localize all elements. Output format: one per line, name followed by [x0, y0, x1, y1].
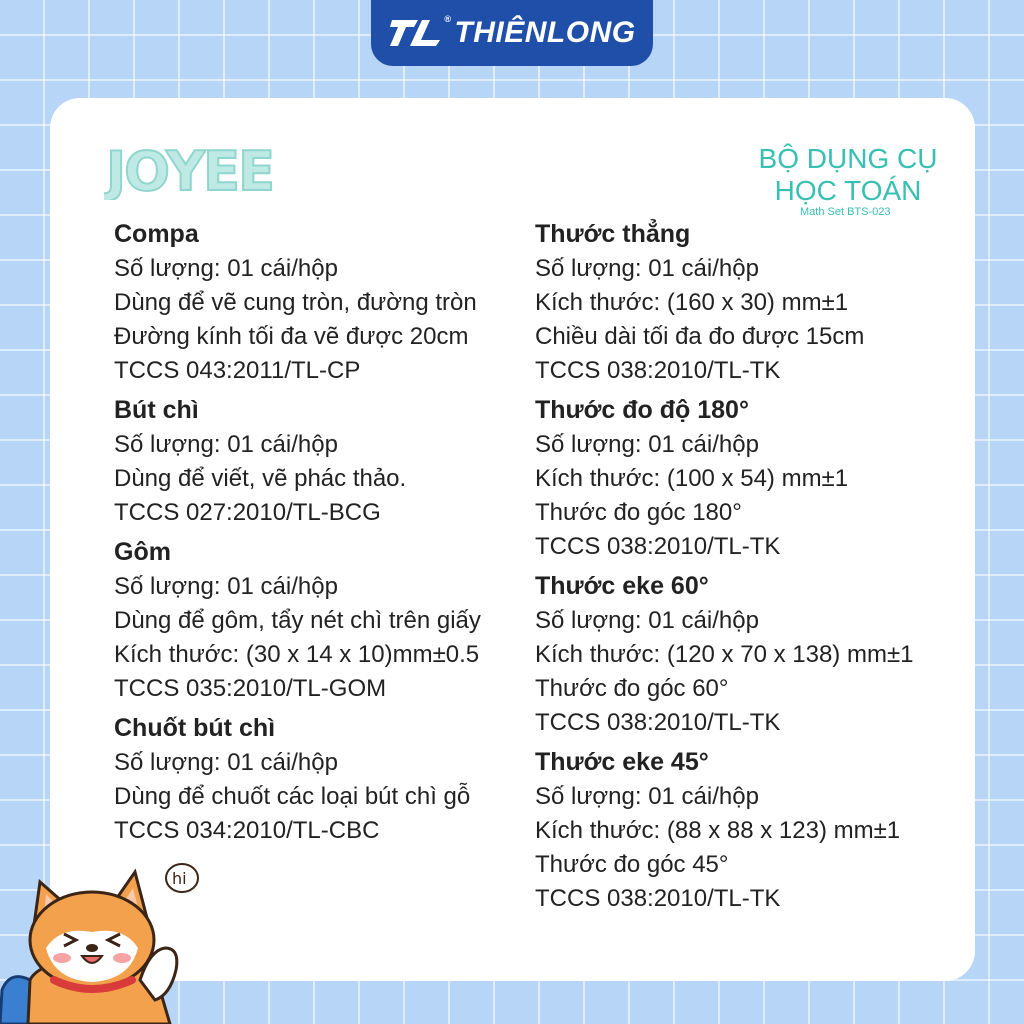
item-spec-line: Dùng để chuốt các loại bút chì gỗ: [114, 783, 471, 810]
item-name: Thước thẳng: [535, 220, 691, 248]
shiba-mascot: [0, 830, 200, 1024]
brand-name-text: THIÊNLONG: [454, 16, 636, 49]
item-spec-line: Kích thước: (30 x 14 x 10)mm±0.5: [114, 641, 480, 668]
item-spec-line: Kích thước: (100 x 54) mm±1: [535, 465, 849, 492]
item-spec-line: Số lượng: 01 cái/hộp: [114, 573, 338, 600]
item-spec-line: TCCS 043:2011/TL-CP: [114, 357, 361, 384]
set-subtitle: Math Set BTS-023: [800, 206, 891, 218]
item-spec-line: TCCS 038:2010/TL-TK: [535, 709, 781, 736]
set-title-line2: HỌC TOÁN: [774, 175, 922, 206]
item-spec-line: Dùng để viết, vẽ phác thảo.: [114, 465, 407, 492]
item-name: Compa: [114, 220, 199, 248]
item-spec-line: Dùng để vẽ cung tròn, đường tròn: [114, 289, 477, 316]
item-spec-line: Đường kính tối đa vẽ được 20cm: [114, 323, 469, 350]
item-spec-line: Thước đo góc 45°: [535, 851, 729, 878]
item-spec-line: Số lượng: 01 cái/hộp: [114, 749, 338, 776]
item-spec-line: Số lượng: 01 cái/hộp: [114, 431, 338, 458]
items-right: [535, 216, 955, 920]
item-spec-line: TCCS 038:2010/TL-TK: [535, 357, 781, 384]
spec-item: [535, 568, 955, 740]
item-spec-line: Kích thước: (88 x 88 x 123) mm±1: [535, 817, 901, 844]
spec-item: [535, 392, 955, 564]
item-spec-line: Số lượng: 01 cái/hộp: [114, 255, 338, 282]
joyee-logo: [104, 140, 284, 200]
item-spec-line: TCCS 038:2010/TL-TK: [535, 533, 781, 560]
brand-name: [444, 14, 636, 50]
item-spec-line: TCCS 034:2010/TL-CBC: [114, 817, 380, 844]
item-spec-line: Thước đo góc 180°: [535, 499, 742, 526]
item-spec-line: Chiều dài tối đa đo được 15cm: [535, 323, 865, 350]
set-title: [758, 143, 938, 207]
spec-item: [114, 534, 514, 706]
item-name: Gôm: [114, 538, 171, 566]
item-spec-line: Kích thước: (160 x 30) mm±1: [535, 289, 849, 316]
item-spec-line: Số lượng: 01 cái/hộp: [535, 607, 759, 634]
joyee-logo-text: JOYEE: [106, 140, 273, 200]
spec-item: [114, 392, 514, 530]
item-spec-line: TCCS 038:2010/TL-TK: [535, 885, 781, 912]
item-name: Chuốt bút chì: [114, 714, 276, 742]
set-title-line1: BỘ DỤNG CỤ: [758, 143, 938, 174]
spec-item: [535, 216, 955, 388]
item-spec-line: Số lượng: 01 cái/hộp: [535, 783, 759, 810]
item-spec-line: Kích thước: (120 x 70 x 138) mm±1: [535, 641, 914, 668]
items-left: [114, 216, 514, 852]
mascot-speech-text: hi: [172, 869, 187, 888]
item-name: Thước eke 45°: [535, 748, 709, 776]
spec-item: [114, 216, 514, 388]
item-name: Bút chì: [114, 396, 199, 424]
item-spec-line: Số lượng: 01 cái/hộp: [535, 255, 759, 282]
spec-item: [535, 744, 955, 916]
item-name: Thước eke 60°: [535, 572, 709, 600]
item-spec-line: TCCS 035:2010/TL-GOM: [114, 675, 387, 702]
spec-item: [114, 710, 514, 848]
item-spec-line: Số lượng: 01 cái/hộp: [535, 431, 759, 458]
thienlong-logo-icon: [388, 16, 444, 50]
brand-header: [371, 0, 653, 66]
item-name: Thước đo độ 180°: [535, 396, 749, 424]
item-spec-line: Dùng để gôm, tẩy nét chì trên giấy: [114, 607, 481, 634]
item-spec-line: Thước đo góc 60°: [535, 675, 729, 702]
registered-mark: ®: [444, 14, 452, 24]
item-spec-line: TCCS 027:2010/TL-BCG: [114, 499, 381, 526]
